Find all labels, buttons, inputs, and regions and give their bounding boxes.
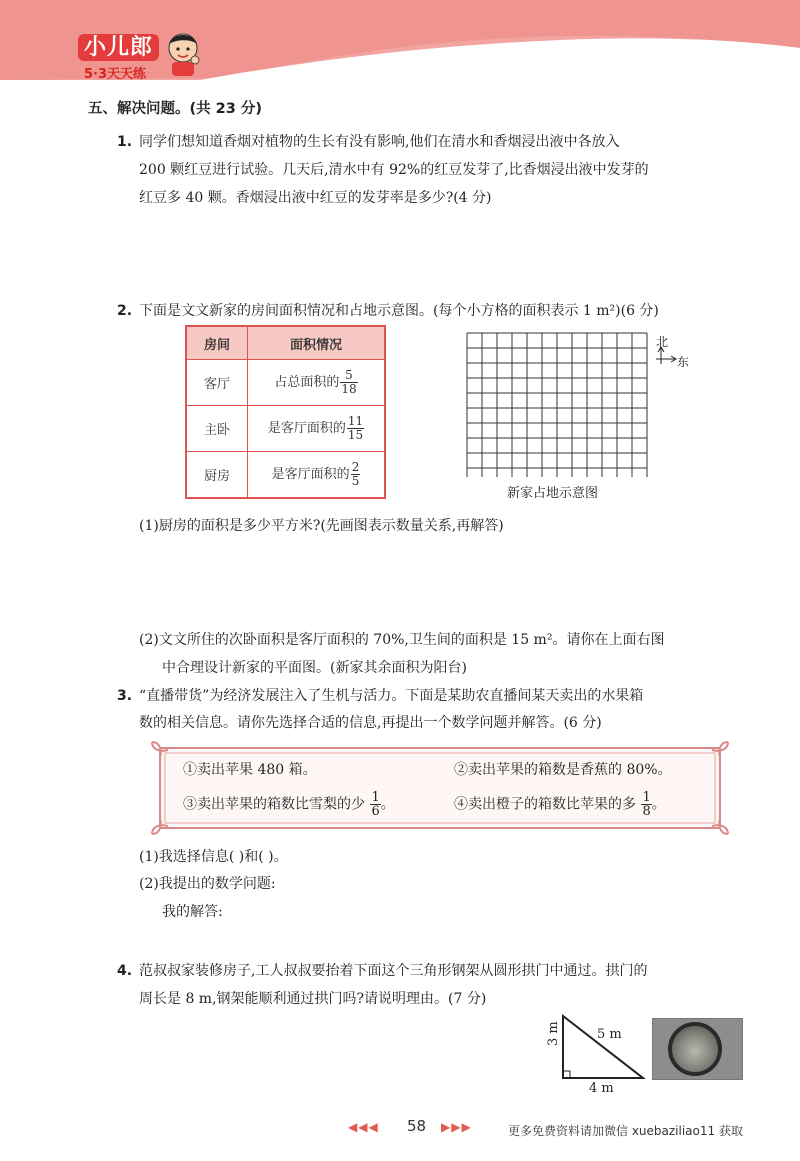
fraction — [641, 791, 651, 818]
compass-east-label: 东 — [677, 355, 690, 369]
q3-number: 3. — [117, 688, 133, 704]
footer-note: 更多免费资料请加微信 xuebaziliao11 获取 — [508, 1124, 743, 1138]
fraction — [340, 369, 357, 396]
info-item-4-period: 。 — [651, 796, 666, 813]
fraction-numerator: 2 — [351, 460, 360, 474]
grid-caption: 新家占地示意图 — [507, 486, 599, 501]
fraction-numerator: 1 — [371, 790, 380, 805]
q2-intro: 下面是文文新家的房间面积情况和占地示意图。(每个小方格的面积表示 1 m²)(6 分) — [139, 303, 659, 319]
logo — [78, 30, 159, 82]
fraction-denominator: 5 — [351, 474, 360, 488]
q4-line-2: 周长是 8 m,钢架能顺利通过拱门吗?请说明理由。(7 分) — [139, 991, 487, 1007]
q1-number: 1. — [117, 134, 133, 150]
table-header-room: 房间 — [186, 326, 248, 360]
area-desc-text: 是客厅面积的 — [267, 421, 346, 436]
table-header-area: 面积情况 — [248, 326, 386, 360]
table-row — [186, 406, 385, 452]
q3-line-2: 数的相关信息。请你先选择合适的信息,再提出一个数学问题并解答。(6 分) — [139, 715, 602, 731]
round-archway-photo — [652, 1018, 743, 1080]
archway-circle — [668, 1022, 722, 1076]
next-arrows-icon: ▶▶▶ — [441, 1120, 472, 1134]
q4-line-1: 范叔叔家装修房子,工人叔叔要抬着下面这个三角形钢架从圆形拱门中通过。拱门的 — [139, 963, 648, 979]
triangle-base-label: 4 m — [589, 1081, 614, 1094]
info-frame — [150, 740, 730, 836]
fraction-numerator: 1 — [642, 790, 651, 805]
q2-number: 2. — [117, 303, 133, 319]
mascot-icon — [164, 30, 202, 76]
q3-sub1[interactable]: (1)我选择信息( )和( )。 — [139, 849, 288, 865]
floor-plan-grid[interactable] — [466, 332, 648, 477]
fraction-denominator: 18 — [341, 382, 357, 396]
info-item-4-text: ④卖出橙子的箱数比苹果的多 — [454, 796, 636, 813]
room-name: 厨房 — [186, 452, 248, 499]
fraction — [347, 415, 364, 442]
q1-line-1: 同学们想知道香烟对植物的生长有没有影响,他们在清水和香烟浸出液中各放入 — [139, 134, 620, 150]
q1-line-2: 200 颗红豆进行试验。几天后,清水中有 92%的红豆发芽了,比香烟浸出液中发芽的 — [139, 162, 649, 178]
fraction-denominator: 8 — [642, 804, 651, 819]
room-area-desc — [248, 360, 386, 406]
compass-arrow-icon — [655, 346, 677, 366]
table-row — [186, 360, 385, 406]
fraction-denominator: 6 — [371, 804, 380, 819]
fraction-numerator: 5 — [340, 369, 357, 383]
room-area-desc — [248, 406, 386, 452]
room-name: 主卧 — [186, 406, 248, 452]
q2-sub2-line-1: (2)文文所住的次卧面积是客厅面积的 70%,卫生间的面积是 15 m²。请你在上面右图 — [139, 632, 665, 648]
area-desc-text: 是客厅面积的 — [271, 467, 350, 482]
logo-text: 小儿郎 — [78, 34, 159, 61]
fraction-numerator: 11 — [347, 414, 364, 428]
info-item-1: ①卖出苹果 480 箱。 — [183, 762, 317, 778]
room-area-table — [185, 325, 386, 499]
q1-line-3: 红豆多 40 颗。香烟浸出液中红豆的发芽率是多少?(4 分) — [139, 190, 492, 206]
info-item-3 — [183, 791, 395, 818]
info-item-3-period: 。 — [380, 796, 395, 813]
fraction — [370, 791, 380, 818]
fraction-denominator: 15 — [347, 428, 364, 442]
triangle-vertical-label: 3 m — [546, 1021, 561, 1046]
q3-sub2: (2)我提出的数学问题: — [139, 876, 276, 892]
page-number: 58 — [407, 1117, 427, 1135]
area-desc-text: 占总面积的 — [274, 375, 340, 390]
info-item-4 — [454, 791, 666, 818]
table-row — [186, 452, 385, 499]
info-item-2: ②卖出苹果的箱数是香蕉的 80%。 — [454, 762, 672, 778]
table-header-row — [186, 326, 385, 360]
room-area-desc — [248, 452, 386, 499]
q3-answer-label: 我的解答: — [162, 904, 223, 920]
q2-sub2-line-2: 中合理设计新家的平面图。(新家其余面积为阳台) — [162, 660, 467, 676]
prev-arrows-icon: ◀◀◀ — [348, 1120, 379, 1134]
triangle-hypotenuse-label: 5 m — [597, 1027, 622, 1042]
q2-sub1: (1)厨房的面积是多少平方米?(先画图表示数量关系,再解答) — [139, 518, 504, 534]
room-name: 客厅 — [186, 360, 248, 406]
compass-north-label: 北 — [656, 335, 669, 349]
triangle-frame-diagram — [545, 1010, 655, 1094]
fraction — [351, 461, 361, 488]
info-item-3-text: ③卖出苹果的箱数比雪梨的少 — [183, 796, 365, 813]
logo-subtitle: 5·3天天练 — [84, 67, 147, 82]
q4-number: 4. — [117, 963, 133, 979]
section-title: 五、解决问题。(共 23 分) — [88, 101, 263, 117]
q3-line-1: “直播带货”为经济发展注入了生机与活力。下面是某助农直播间某天卖出的水果箱 — [139, 688, 644, 704]
